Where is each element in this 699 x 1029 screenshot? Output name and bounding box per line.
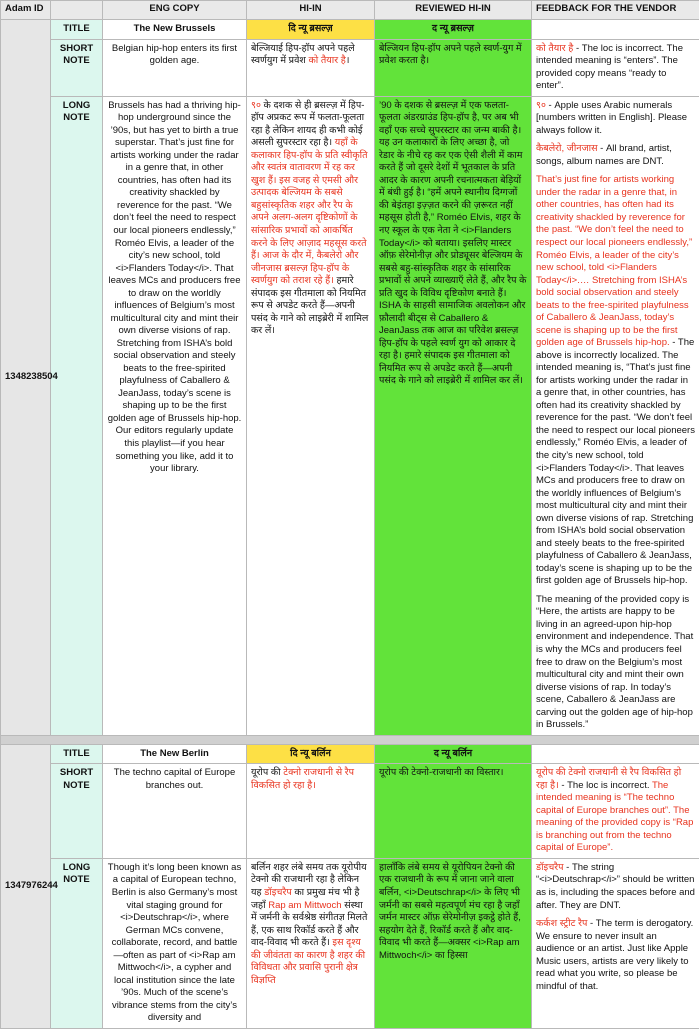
hi-title[interactable]: दि न्यू ब्रसल्ज़ xyxy=(247,20,375,40)
header-reviewed-hi-in: REVIEWED HI-IN xyxy=(375,1,532,20)
adam-id-cell: 1347976244 xyxy=(1,744,51,1028)
reviewed-long-note[interactable]: ’90 के दशक से ब्रसल्ज़ में एक फलता-फूलता अंडरग्राउंड हिप-हॉप है, पर अब भी वहाँ एक सच्चे सुपरस्टार का जन्म बाकी है। यह उन कलाकारों के लिए अच्छा है, जो रेडार के नीचे रह कर एक ऐसी शैली में काम करते हैं जो दूसरे देशों में भूतकाल के प्रति आदर के कारण अपनी रचनात्मकता बेड़ियों में बंधी हुई है। “हमें अपने स्थानीय दिग्गजों की बेइंतहा इज़्ज़त करने की ज़रूरत नहीं महसूस होती है,” Roméo Elvis, शहर के नए स्कूल के एक नेता ने <i>Flanders Today</i> को बताया। इसलिए मास्टर ऑफ़ सेरेमोनीज़ और प्रोड्यूसर बेल्जियम के सबसे बहु-सांस्कृतिक शहर के सांसारिक प्रभावों से अपने व्याख्याएँ लेते हैं, और रैप के प्रति खुद के विविध दृष्टिकोण बनाते हैं। ISHA के साहसी सामाजिक अवलोकन और फ़ौलादी बीट्स से Caballero & JeanJass तक आज का परिवेश ब्रसल्ज़ हिप-हॉप के पहले स्वर्ण युग को आकार दे रहा है। हमारे संपादक इस गीतमाला को नियमित रूप से अपडेट करते हैं—अपनी पसंद के गाने को लाइब्रेरी में शामिल कर लें। xyxy=(375,96,532,735)
reviewed-long-note[interactable]: हालाँकि लंबे समय से यूरोपियन टेक्नो की एक राजधानी के रूप में जाना जाने वाला बर्लिन, <i>Deutschrap</i> के लिए भी जर्मनी का सबसे महत्वपूर्ण मंच रहा है जहाँ जर्मन मास्टर ऑफ़ सेरेमोनीज़ इकट्ठे होते हैं, सहयोग देते हैं, रिकॉर्ड करते हैं और वाद-विवाद भी करते हैं—अक्सर <i>Rap am Mittwoch</i> का हिस्सा xyxy=(375,858,532,1028)
row-label-title: TITLE xyxy=(51,744,103,764)
reviewed-title[interactable]: द न्यू बर्लिन xyxy=(375,744,532,764)
hi-long-note[interactable] xyxy=(247,96,375,735)
feedback-entry xyxy=(536,862,695,912)
hi-text: यूरोप की xyxy=(251,767,283,778)
header-label xyxy=(51,1,103,20)
hi-flagged-text: यहाँ के कलाकार हिप-हॉप के प्रति स्वीकृति और स्वतंत्र वातावरण में रह कर खुश हैं। इस वजह से एमसी और उत्पादक बेल्जियम के सबसे बहुसांस्कृतिक शहर और रैप के अपने अलग-अलग दृष्टिकोणों के सांसारिक प्रभावों को आकर्षित करने के लिए आज़ाद महसूस करते हैं। आज के दौर में, कैबलेरो और जीनजास ब्रसल्ज़ हिप-हॉप के स्वर्णयुग को तराश रहे हैं। xyxy=(251,137,368,286)
short-note-row xyxy=(1,39,699,96)
hi-text: का प्रमुख मंच भी है जहाँ xyxy=(251,887,359,911)
title-row xyxy=(1,20,699,40)
feedback-text: - The loc is incorrect. xyxy=(559,780,652,791)
feedback-text: - Apple uses Arabic numerals [numbers written in English]. Please always follow it. xyxy=(536,100,687,136)
feedback-text: - All brand, artist, songs, album names are DNT. xyxy=(536,143,672,167)
hi-text: के दशक से ही ब्रसल्ज़ में हिप-हॉप अप्रकट रूप में फलता-फूलता रहा है लेकिन शायद ही कभी कोई असली सुपरस्टार रहा है। xyxy=(251,100,364,149)
eng-title: The New Berlin xyxy=(103,744,247,764)
short-note-row xyxy=(1,764,699,859)
header-hi-in: HI-IN xyxy=(247,1,375,20)
feedback-entry xyxy=(536,100,695,138)
feedback-quote: ९० xyxy=(536,100,546,111)
hi-short-note[interactable] xyxy=(247,39,375,96)
long-note-row xyxy=(1,96,699,735)
row-label-short-note: SHORT NOTE xyxy=(51,764,103,859)
feedback-title[interactable] xyxy=(532,20,699,40)
reviewed-short-note[interactable]: बेल्जियन हिप-हॉप अपने पहले स्वर्ण-युग में प्रवेश करता है। xyxy=(375,39,532,96)
hi-text: हमारे संपादक इस गीतमाला को नियमित रूप से अपडेट करते हैं—अपनी पसंद के गाने को लाइब्रेरी में शामिल कर लें। xyxy=(251,275,368,336)
hi-flagged-text: इस दृश्य की जीवंतता का कारण है शहर की विविधता और प्रवासि पुरानी क्षेत्र विज्ञप्ति xyxy=(251,937,365,986)
hi-flagged-text: ९० xyxy=(251,100,261,111)
separator-row xyxy=(1,735,699,744)
hi-flagged-text: Rap am Mittwoch xyxy=(268,900,341,911)
hi-flagged-text: को तैयार है xyxy=(308,55,345,66)
eng-short-note: Belgian hip-hop enters its first golden age. xyxy=(103,39,247,96)
feedback-short-note[interactable] xyxy=(532,764,699,859)
feedback-entry: The meaning of the provided copy is “Here, the artists are happy to be living in an agreed-upon hip-hop environment and independence. That is why the MCs and producers feel free to draw on the Belgium’s most multicultural city and mint their own diverse visions of rap. In today’s scene, Caballero & JeanJass are carving out the golden age of hip-hop in Brussels.” xyxy=(536,594,695,732)
row-label-long-note: LONG NOTE xyxy=(51,858,103,1028)
eng-short-note: The techno capital of Europe branches out. xyxy=(103,764,247,859)
feedback-text: - The term is derogatory. We ensure to never insult an audience or an artist. Just like Apple Music users, artists are very likely to read what you write, so please be mindful of that. xyxy=(536,918,693,992)
adam-id-cell: 1348238504 xyxy=(1,20,51,736)
header-row xyxy=(1,1,699,20)
feedback-quote: को तैयार है xyxy=(536,43,573,54)
feedback-text: - The above is incorrectly localized. The intended meaning is, “That’s just fine for artists working under the radar in a genre that, in other countries, has often had its creativity shackled by reverence for the past. “We don’t feel the need to respect our local pioneers endlessly,” Roméo Elvis, a leader of the city’s new school, told <i>Flanders Today</i>. That leaves MCs and producers free to draw on the worldly influences of Belgium’s most multicultural city and mint their own diverse visions of rap. Stretching from ISHA’s bold social observation and steely beats to the free-spirited playfulness of Caballero & JeanJass, today’s scene is shaping up to be the first golden age of Brussels hip-hop. xyxy=(536,337,695,586)
long-note-row xyxy=(1,858,699,1028)
row-label-short-note: SHORT NOTE xyxy=(51,39,103,96)
header-feedback: FEEDBACK FOR THE VENDOR xyxy=(532,1,699,20)
reviewed-title[interactable]: द न्यू ब्रसल्ज़ xyxy=(375,20,532,40)
row-label-long-note: LONG NOTE xyxy=(51,96,103,735)
feedback-entry xyxy=(536,143,695,168)
hi-text: संस्था में जर्मनी के सर्वश्रेष्ठ संगीतज्ञ मिलते हैं, एक साथ रिकॉर्ड करते हैं और वाद-विवाद भी करते हैं। xyxy=(251,900,367,949)
hi-long-note[interactable] xyxy=(247,858,375,1028)
feedback-quote: डॉइचरैप xyxy=(536,862,564,873)
hi-flagged-text: टेक्नो राजधानी से रैप विकसित हो रहा है। xyxy=(251,767,354,791)
feedback-quote: कैबलेरो, जीनजास xyxy=(536,143,598,154)
feedback-quote: यूरोप की टेक्नो राजधानी से रैप विकसित हो रहा है। xyxy=(536,767,681,791)
eng-title: The New Brussels xyxy=(103,20,247,40)
hi-text: । xyxy=(346,55,350,66)
header-eng-copy: ENG COPY xyxy=(103,1,247,20)
feedback-long-note[interactable] xyxy=(532,858,699,1028)
feedback-entry xyxy=(536,918,695,993)
row-label-title: TITLE xyxy=(51,20,103,40)
eng-long-note: Though it’s long been known as a capital of European techno, Berlin is also Germany’s most vital staging ground for <i>Deutschrap</i>, where German MCs convene, collaborate, record, and battle—often as part of <i>Rap am Mittwoch</i>, a cypher and local institution since the late ’90s. Much of the scene’s vibrance stems from the city’s diversity and xyxy=(103,858,247,1028)
header-adam-id: Adam ID xyxy=(1,1,51,20)
hi-short-note[interactable] xyxy=(247,764,375,859)
feedback-title[interactable] xyxy=(532,744,699,764)
feedback-quote: That’s just fine for artists working under the radar in a genre that, in other countries, has often had its creativity shackled by reverence for the past. “We don’t feel the need to respect our local pioneers endlessly,” Roméo Elvis, a leader of the city’s new school, told <i>Flanders Today</i>.… Stretching from ISHA’s bold social observation and steely beats to the free-spirited playfulness of Caballero & JeanJass, today’s scene is shaping up to be the first golden age of Brussels hip-hop. xyxy=(536,174,692,348)
feedback-long-note[interactable] xyxy=(532,96,699,735)
eng-long-note: Brussels has had a thriving hip-hop underground since the ’90s, but has yet to birth a true superstar. That’s just fine for artists working under the radar in a genre that, in other countries, has often had its creativity shackled by reverence for the past. “We don’t feel the need to respect our local pioneers endlessly,” Roméo Elvis, a leader of the city’s new school, told <i>Flanders Today</i>. That leaves MCs and producers free to draw on the worldly influences of Belgium’s most multicultural city and mint their own diverse visions of rap. Stretching from ISHA’s bold social observation and steely beats to the free-spirited playfulness of Caballero & JeanJass, today’s scene is shaping up to be the first golden age of Brussels hip-hop. Our editors regularly update this playlist—if you hear something you like, add it to your library. xyxy=(103,96,247,735)
hi-flagged-text: डॉइचरैप xyxy=(264,887,292,898)
hi-text: बर्लिन शहर लंबे समय तक यूरोपीय टेक्नो की राजधानी रहा है लेकिन यह xyxy=(251,862,367,898)
reviewed-short-note[interactable]: यूरोप की टेक्नो-राजधानी का विस्तार। xyxy=(375,764,532,859)
feedback-short-note[interactable] xyxy=(532,39,699,96)
feedback-text: - The loc is incorrect. The intended meaning is “enters”. The provided copy means “ready to enter”. xyxy=(536,43,683,92)
feedback-text: - The string “<i>Deutschrap</i>” should be written as is, including the spaces before and after. They are DNT. xyxy=(536,862,695,911)
feedback-quote: कर्कश स्ट्रीट रैप xyxy=(536,918,587,929)
title-row xyxy=(1,744,699,764)
hi-title[interactable]: दि न्यू बर्लिन xyxy=(247,744,375,764)
feedback-intended-meaning: The intended meaning is “The techno capital of Europe branches out”. The meaning of the provided copy is “Rap is branching out from the techno capital of Europe”. xyxy=(536,780,693,854)
feedback-entry xyxy=(536,174,695,588)
hi-text: बेल्जियाई हिप-हॉप अपने पहले स्वर्णयुग में प्रवेश xyxy=(251,43,355,67)
